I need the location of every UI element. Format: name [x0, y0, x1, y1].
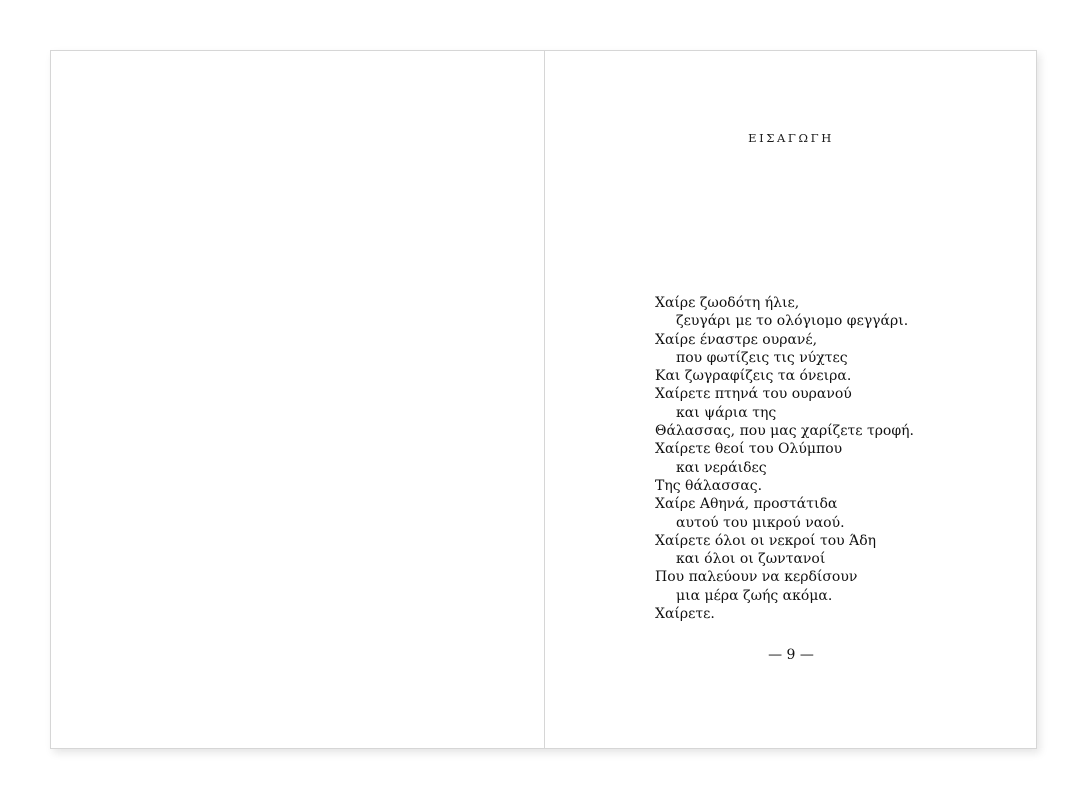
book-spread [50, 50, 1037, 749]
poem-line: Χαίρε ζωοδότη ήλιε, [655, 295, 800, 311]
left-page [51, 51, 545, 748]
poem-line: Χαίρετε όλοι οι νεκροί του Άδη [655, 532, 877, 549]
poem-line: Χαίρετε πτηνά του ουρανού [655, 386, 852, 403]
poem-line: Χαίρετε. [655, 606, 715, 623]
poem-line: ζευγάρι με το ολόγιομο φεγγάρι. [676, 313, 909, 330]
page-number: — 9 — [768, 647, 814, 663]
poem-line: και όλοι οι ζωντανοί [676, 551, 826, 568]
right-page [545, 51, 1037, 748]
poem-line: και νεράιδες [676, 459, 767, 476]
poem-line: Θάλασσας, που μας χαρίζετε τροφή. [655, 423, 914, 440]
poem-line: Χαίρε έναστρε ουρανέ, [655, 331, 818, 348]
section-title: ΕΙΣΑΓΩΓΗ [748, 131, 834, 145]
poem [655, 294, 914, 623]
poem-line: που φωτίζεις τις νύχτες [676, 349, 848, 366]
poem-line: Χαίρε Αθηνά, προστάτιδα [655, 496, 838, 513]
poem-line: και ψάρια της [676, 404, 777, 421]
poem-line: Της θάλασσας. [655, 477, 763, 494]
poem-line: Και ζωγραφίζεις τα όνειρα. [655, 368, 852, 385]
poem-line: μια μέρα ζωής ακόμα. [676, 587, 833, 604]
poem-line: αυτού του μικρού ναού. [676, 514, 845, 531]
poem-line: Χαίρετε θεοί του Ολύμπου [655, 441, 843, 458]
poem-line: Που παλεύουν να κερδίσουν [655, 569, 858, 586]
